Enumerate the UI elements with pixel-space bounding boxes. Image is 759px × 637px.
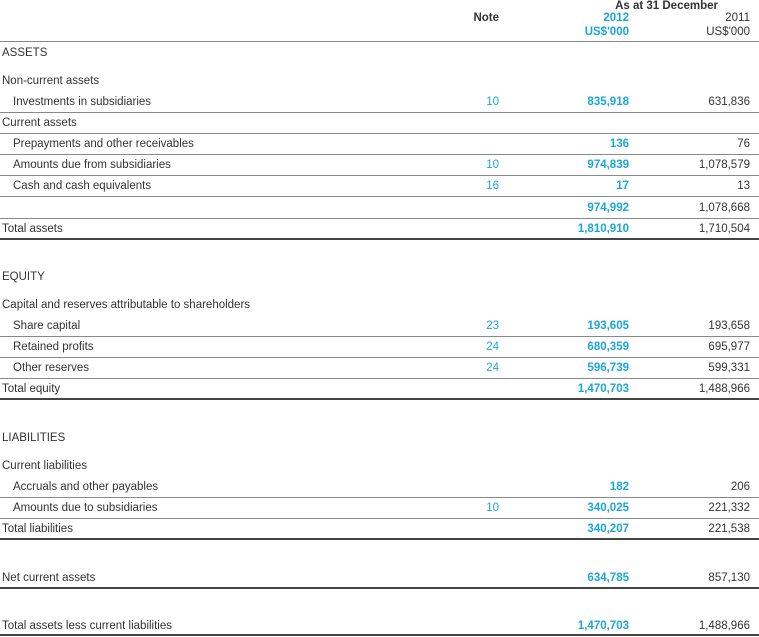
value-2012: 340,025 — [587, 502, 629, 514]
value-2011: 1,710,504 — [698, 223, 750, 235]
note-ref: 10 — [486, 502, 499, 514]
value-2011: 857,130 — [708, 572, 750, 584]
value-2012: 17 — [616, 180, 629, 192]
row-label: Net current assets — [2, 572, 96, 584]
value-2011: 193,658 — [708, 320, 750, 332]
value-2012: 974,992 — [587, 202, 629, 214]
row-label: Prepayments and other receivables — [13, 138, 194, 150]
total-divider — [0, 634, 759, 636]
value-2012: 340,207 — [587, 523, 629, 535]
value-2012: 1,810,910 — [577, 223, 629, 235]
row-label: Total assets — [2, 223, 63, 235]
row-label: Share capital — [13, 320, 81, 332]
value-2011: 1,078,579 — [698, 159, 750, 171]
subtotal-row — [0, 197, 759, 218]
value-2011: 206 — [730, 481, 750, 493]
value-2012: 193,605 — [587, 320, 629, 332]
subsection-heading — [0, 70, 759, 91]
section-heading-equity — [0, 266, 759, 287]
row-label: Total assets less current liabilities — [2, 620, 173, 632]
year-current-header: 2012 — [603, 12, 629, 24]
table-row — [0, 154, 759, 175]
total-divider — [0, 238, 759, 240]
row-label: ASSETS — [2, 47, 48, 59]
table-row — [0, 497, 759, 518]
note-column-header: Note — [473, 12, 499, 24]
row-label: EQUITY — [2, 271, 45, 283]
note-ref: 10 — [486, 96, 499, 108]
total-row — [0, 567, 759, 588]
value-2012: 835,918 — [587, 96, 629, 108]
table-row — [0, 175, 759, 196]
row-label: Amounts due from subsidiaries — [13, 159, 171, 171]
value-2011: 221,538 — [708, 523, 750, 535]
row-label: Current liabilities — [2, 460, 88, 472]
value-2011: 695,977 — [708, 341, 750, 353]
period-header: As at 31 December — [615, 0, 718, 12]
value-2011: 13 — [737, 180, 750, 192]
total-row — [0, 615, 759, 636]
table-row — [0, 315, 759, 336]
total-row — [0, 378, 759, 399]
unit-prior-header: US$'000 — [706, 26, 750, 38]
row-label: Other reserves — [13, 362, 90, 374]
value-2012: 974,839 — [587, 159, 629, 171]
subsection-heading — [0, 294, 759, 315]
row-label: Total liabilities — [2, 523, 73, 535]
value-2012: 1,470,703 — [577, 383, 629, 395]
total-row — [0, 518, 759, 539]
value-2012: 596,739 — [587, 362, 629, 374]
total-divider — [0, 538, 759, 540]
value-2012: 634,785 — [587, 572, 629, 584]
table-row — [0, 476, 759, 497]
value-2011: 631,836 — [708, 96, 750, 108]
row-label: Amounts due to subsidiaries — [13, 502, 158, 514]
note-ref: 16 — [486, 180, 499, 192]
note-ref: 10 — [486, 159, 499, 171]
value-2011: 1,078,668 — [698, 202, 750, 214]
row-label: Current assets — [2, 117, 77, 129]
row-label: Investments in subsidiaries — [13, 96, 152, 108]
table-row — [0, 357, 759, 378]
value-2012: 680,359 — [587, 341, 629, 353]
table-row — [0, 133, 759, 154]
unit-current-header: US$'000 — [584, 26, 629, 38]
row-label: Cash and cash equivalents — [13, 180, 152, 192]
note-ref: 24 — [486, 341, 499, 353]
total-divider — [0, 398, 759, 400]
row-label: Accruals and other payables — [13, 481, 159, 493]
value-2012: 1,470,703 — [577, 620, 629, 632]
row-label: Non-current assets — [2, 75, 100, 87]
value-2011: 599,331 — [708, 362, 750, 374]
value-2011: 76 — [737, 138, 750, 150]
note-ref: 24 — [486, 362, 499, 374]
table-row — [0, 336, 759, 357]
subsection-heading — [0, 112, 759, 133]
row-label: Capital and reserves attributable to shareholders — [2, 299, 251, 311]
subsection-heading — [0, 455, 759, 476]
row-label: Total equity — [2, 383, 61, 395]
table-row — [0, 91, 759, 112]
value-2011: 221,332 — [708, 502, 750, 514]
total-divider — [0, 587, 759, 589]
row-label: LIABILITIES — [2, 432, 66, 444]
value-2012: 136 — [609, 138, 629, 150]
note-ref: 23 — [486, 320, 499, 332]
section-heading-assets — [0, 42, 759, 63]
section-heading-liabilities — [0, 427, 759, 448]
value-2011: 1,488,966 — [698, 383, 750, 395]
year-prior-header: 2011 — [725, 12, 750, 24]
total-row — [0, 218, 759, 239]
row-label: Retained profits — [13, 341, 94, 353]
value-2011: 1,488,966 — [698, 620, 750, 632]
value-2012: 182 — [609, 481, 629, 493]
